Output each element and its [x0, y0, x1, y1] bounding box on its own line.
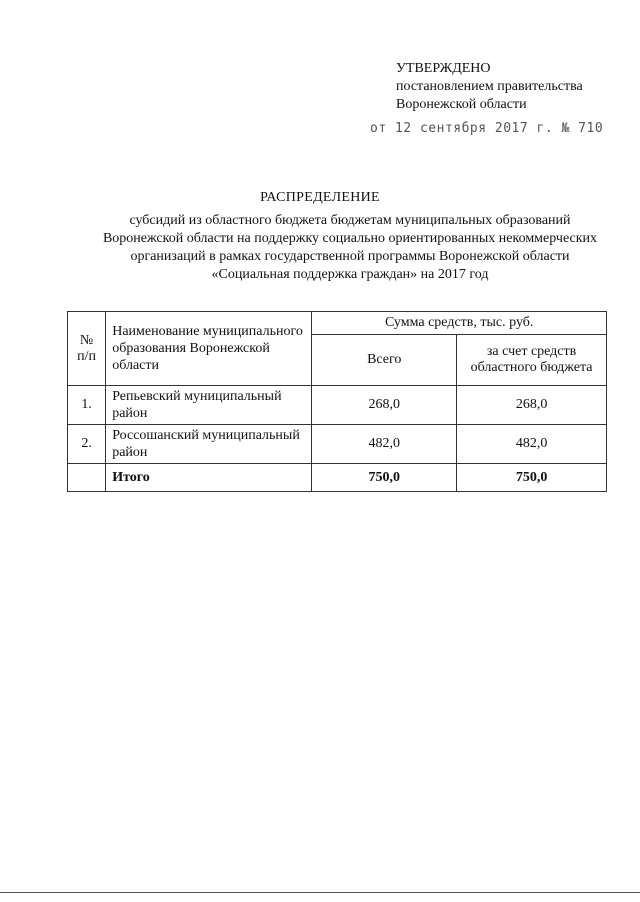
table-total-row — [68, 464, 607, 492]
approval-region: Воронежской области — [396, 97, 527, 112]
approval-block — [370, 60, 604, 136]
header-amount: Сумма средств, тыс. руб. — [312, 312, 607, 335]
total-number-cell — [68, 464, 106, 492]
row-total: 268,0 — [312, 386, 457, 425]
total-regional: 750,0 — [457, 464, 607, 492]
row-number: 1. — [68, 386, 106, 425]
total-sum: 750,0 — [312, 464, 457, 492]
distribution-table — [67, 311, 607, 492]
row-name: Россошанский муниципальный район — [106, 425, 312, 464]
table-header-row — [68, 312, 607, 335]
table-row — [68, 425, 607, 464]
table-row — [68, 386, 607, 425]
header-number: № п/п — [68, 312, 106, 386]
total-label: Итого — [106, 464, 312, 492]
row-total: 482,0 — [312, 425, 457, 464]
header-name: Наименование муниципального образования Воронежской области — [106, 312, 312, 386]
approval-date-stamp: от 12 сентября 2017 г. № 710 — [370, 121, 604, 136]
document-title: РАСПРЕДЕЛЕНИЕ — [260, 190, 380, 205]
page-bottom-divider — [0, 892, 640, 893]
document-subtitle: субсидий из областного бюджета бюджетам муниципальных образований Воронежской области на поддержку социально ориентированных некоммерческих организаций в рамках государственной программы Воронежской области «Социальная поддержка граждан» на 2017 год — [102, 213, 598, 282]
row-number: 2. — [68, 425, 106, 464]
header-total: Всего — [312, 335, 457, 386]
row-regional: 268,0 — [457, 386, 607, 425]
header-regional: за счет средств областного бюджета — [457, 335, 607, 386]
row-regional: 482,0 — [457, 425, 607, 464]
row-name: Репьевский муниципальный район — [106, 386, 312, 425]
approval-authority: постановлением правительства — [396, 79, 583, 94]
approval-heading: УТВЕРЖДЕНО — [396, 61, 491, 76]
